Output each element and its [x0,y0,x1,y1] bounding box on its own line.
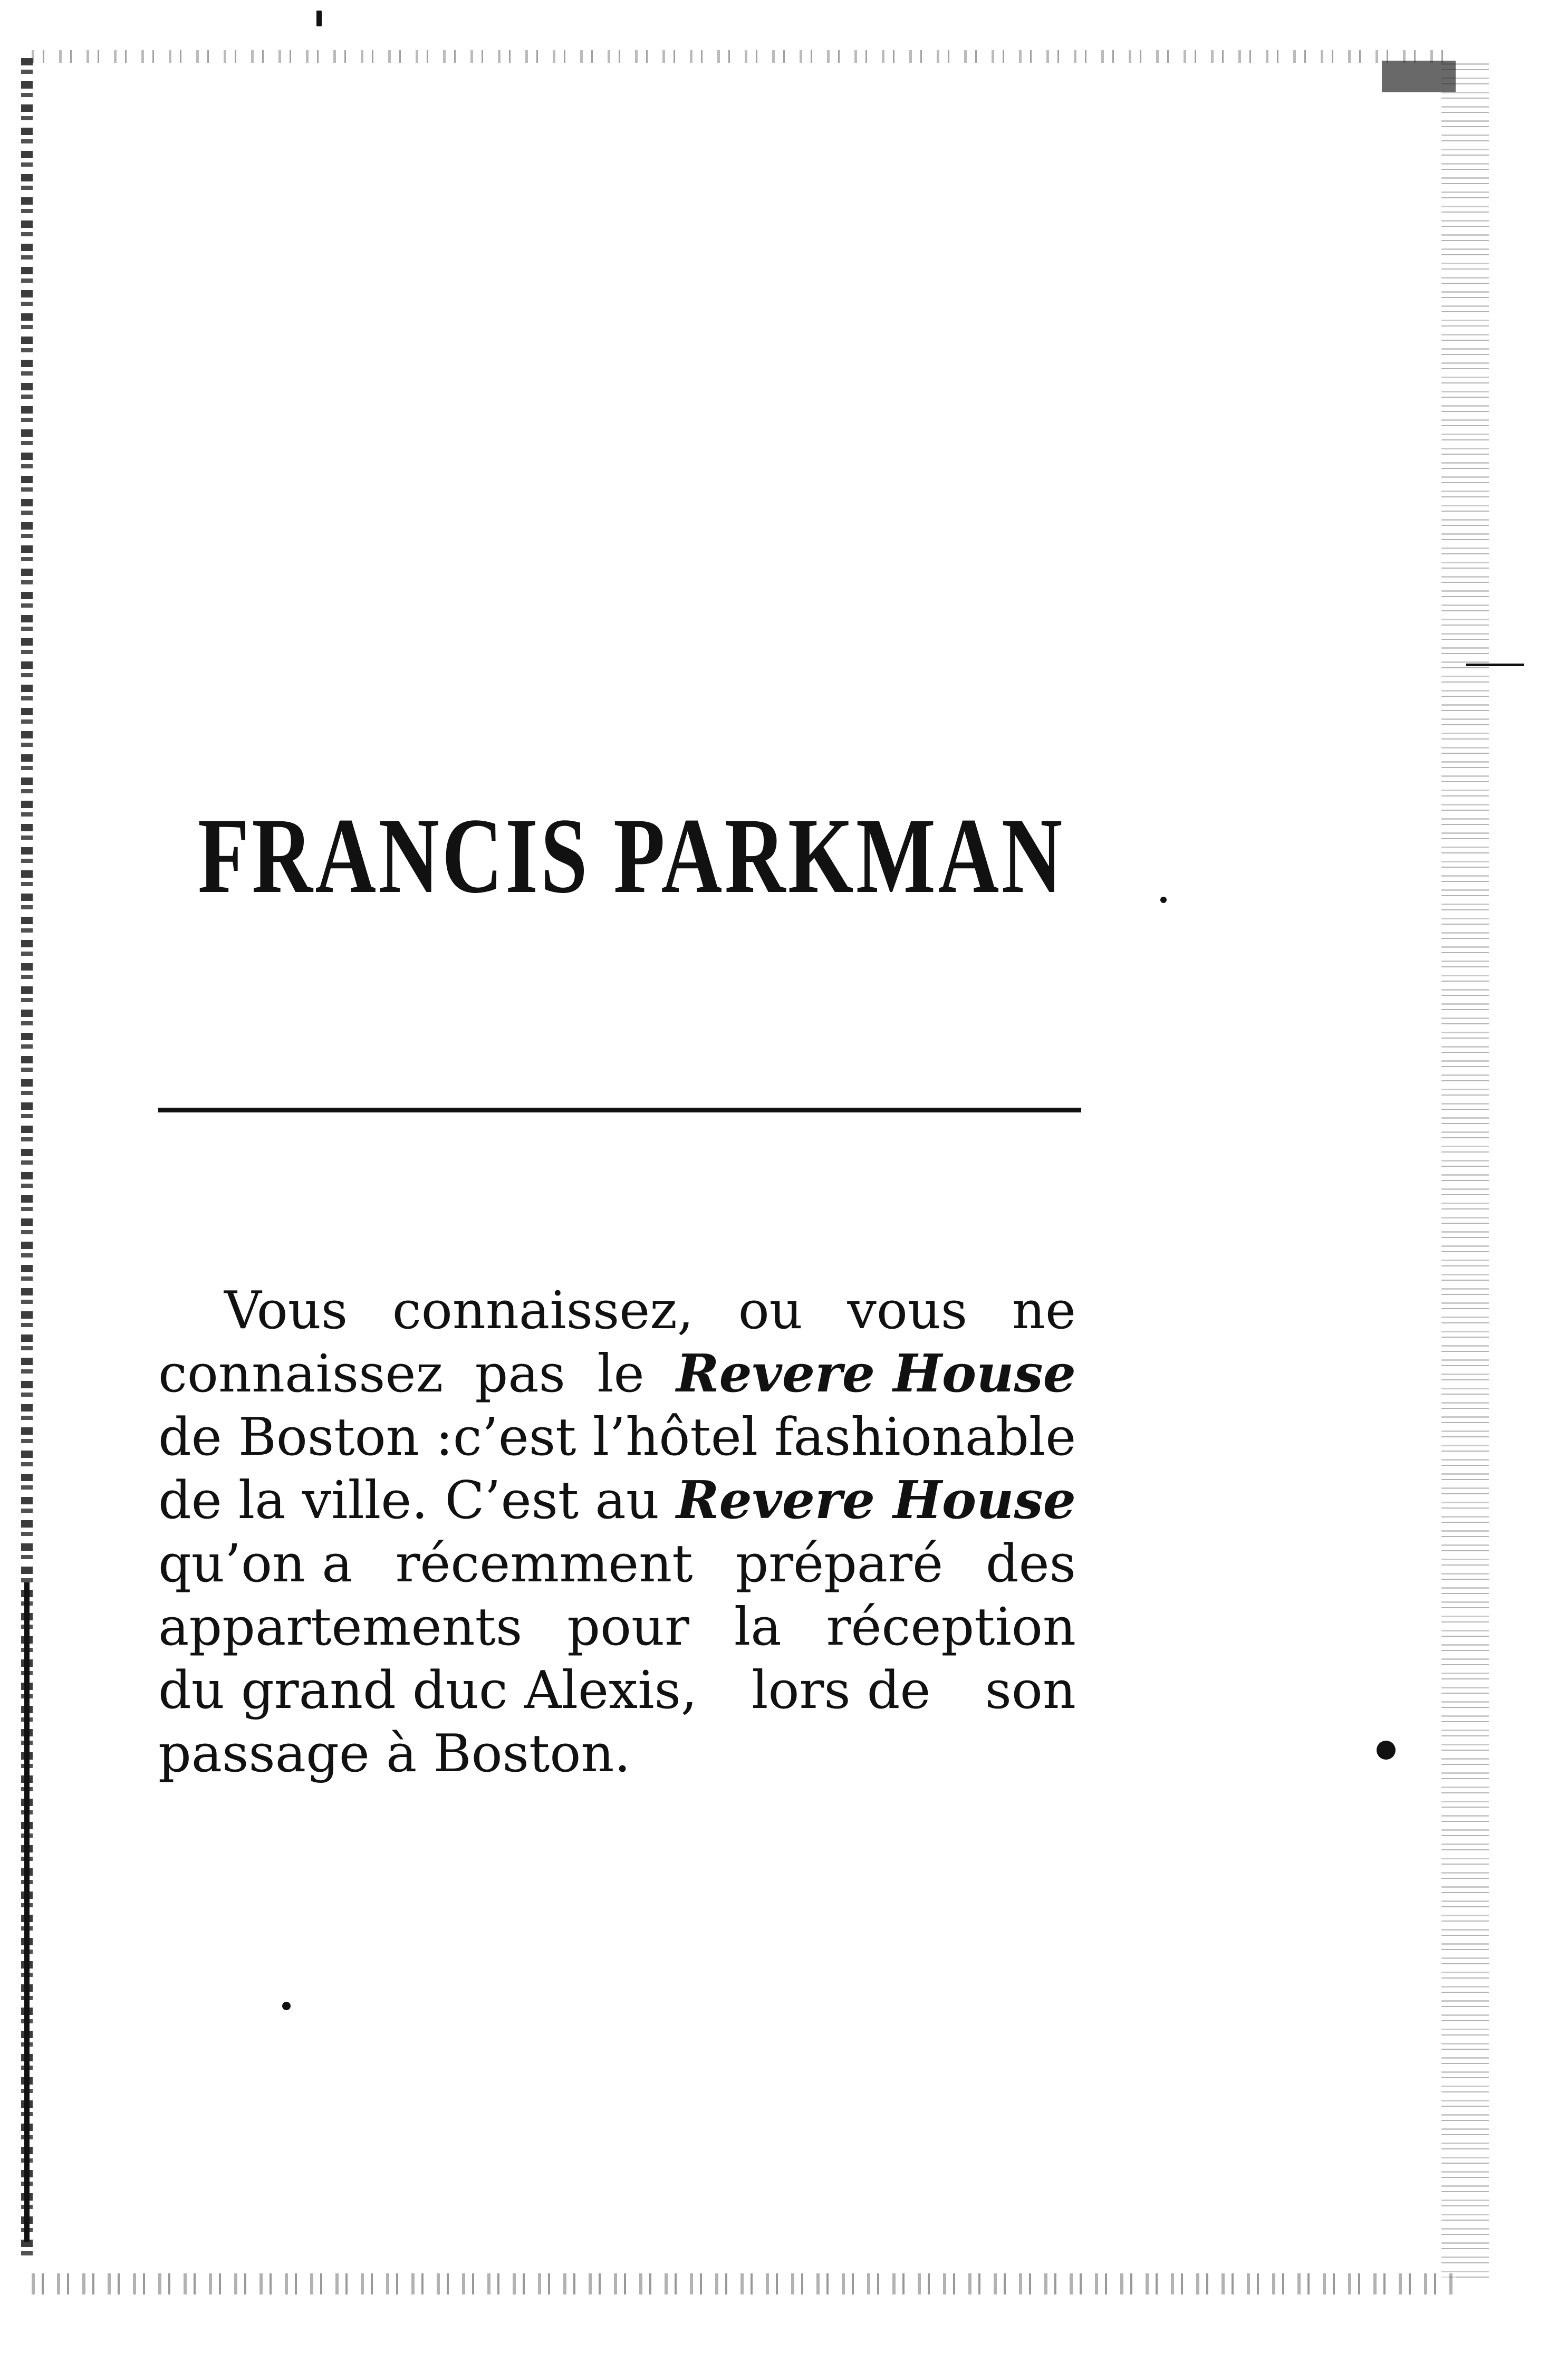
text-line [158,1659,1076,1722]
body-paragraph [158,1279,1076,1785]
word: de Boston : [158,1407,453,1467]
text-line [158,1596,1076,1659]
italic-phrase: Revere House [676,1343,1076,1404]
ink-blot [1377,1741,1396,1760]
word: c’est l’hôtel fashionable [453,1407,1076,1467]
word: connaissez [158,1344,444,1404]
scan-tick-mark [1466,664,1524,666]
word: réception [826,1597,1076,1657]
word: C’est au [445,1471,659,1531]
ink-blot [316,11,322,26]
italic-phrase: Revere House [676,1470,1076,1531]
word: pas [475,1344,565,1404]
chapter-title: FRANCIS PARKMAN [198,796,1065,916]
scan-edge-top [32,50,1456,63]
text-line [158,1342,1076,1406]
word: qu’on a [158,1534,353,1594]
word: passage à Boston. [158,1724,631,1784]
word: le [597,1344,644,1404]
word: de la ville. [158,1471,428,1531]
text-line [158,1406,1076,1469]
word: ou [738,1281,803,1341]
word: son [985,1660,1076,1721]
word: du grand duc Alexis, [158,1660,698,1721]
text-line [158,1532,1076,1596]
title-rule [158,1108,1081,1112]
word: lors de [752,1660,931,1721]
word: Vous [224,1281,348,1341]
text-line [158,1722,1076,1785]
scan-edge-left-bar [24,1582,30,2242]
text-line [158,1469,1076,1532]
word: ne [1012,1281,1076,1341]
word: vous [847,1281,968,1341]
scan-edge-right [1441,63,1489,2279]
word: récemment [395,1534,693,1594]
word: préparé [735,1534,944,1594]
scan-edge-bottom [32,2273,1456,2294]
word: appartements [158,1597,523,1657]
word: la [734,1597,782,1657]
word: pour [567,1597,689,1657]
text-line [158,1279,1076,1342]
ink-blot [1160,897,1167,903]
ink-blot [282,2002,291,2010]
scan-corner-mark [1382,61,1456,92]
word: des [985,1534,1076,1594]
word: connaissez, [392,1281,694,1341]
